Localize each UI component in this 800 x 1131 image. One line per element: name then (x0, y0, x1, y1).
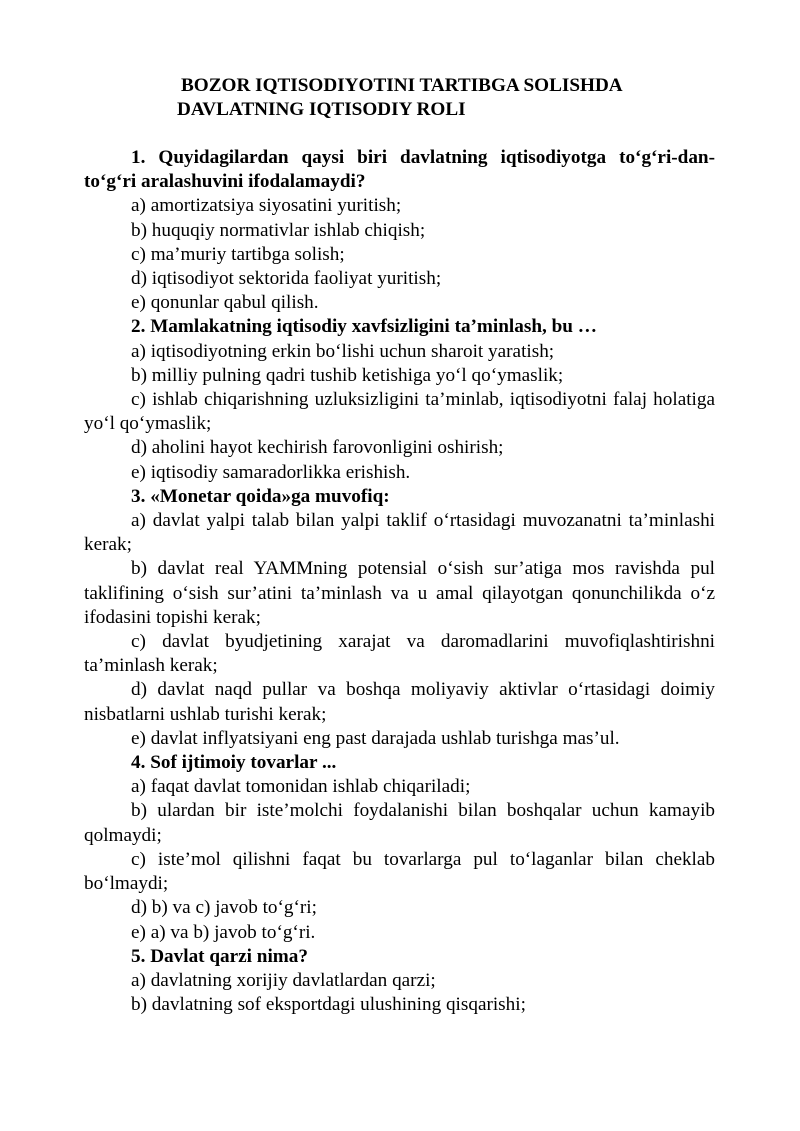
question-1-option-c: c) ma’muriy tartibga solish; (131, 243, 345, 265)
question-4-option-b: b) ulardan bir iste’molchi foydalanishi bilan boshqalar uchun kamayib qolmaydi; (84, 800, 715, 846)
question-4: 4. Sof ijtimoiy tovarlar ... (131, 752, 337, 774)
question-1-option-d: d) iqtisodiyot sektorida faoliyat yuritish; (131, 268, 442, 290)
question-2-option-b: b) milliy pulning qadri tushib ketishiga yo‘l qo‘ymaslik; (131, 364, 564, 386)
question-2: 2. Mamlakatning iqtisodiy xavfsizligini ta’minlash, bu … (131, 316, 597, 338)
question-5: 5. Davlat qarzi nima? (131, 945, 308, 967)
question-4-option-e: e) a) va b) javob to‘g‘ri. (131, 921, 316, 943)
question-3: 3. «Monetar qoida»ga muvofiq: (131, 485, 390, 507)
question-2-option-d: d) aholini hayot kechirish farovonligini oshirish; (131, 437, 504, 459)
question-5-option-a: a) davlatning xorijiy davlatlardan qarzi; (131, 969, 436, 991)
question-1-option-e: e) qonunlar qabul qilish. (131, 292, 319, 314)
question-2-option-a: a) iqtisodiyotning erkin bo‘lishi uchun sharoit yaratish; (131, 340, 555, 362)
question-1-option-b: b) huquqiy normativlar ishlab chiqish; (131, 219, 426, 241)
question-3-option-d: d) davlat naqd pullar va boshqa moliyaviy aktivlar o‘rtasidagi doimiy nisbatlarni ushlab turishi kerak; (84, 679, 715, 725)
question-3-option-a: a) davlat yalpi talab bilan yalpi taklif o‘rtasidagi muvozanatni ta’minlashi kerak; (84, 510, 715, 556)
question-3-option-c: c) davlat byudjetining xarajat va daromadlarini muvofiqlashtirishni ta’minlash kerak; (84, 631, 715, 677)
title-line-2: DAVLATNING IQTISODIY ROLI (177, 99, 466, 120)
question-4-option-a: a) faqat davlat tomonidan ishlab chiqariladi; (131, 776, 471, 798)
question-4-option-d: d) b) va c) javob to‘g‘ri; (131, 897, 317, 919)
question-1: 1. Quyidagilardan qaysi biri davlatning iqtisodiyotga to‘g‘ri-dan-to‘g‘ri aralashuvini ifodalamaydi? (84, 147, 715, 193)
question-4-option-c: c) iste’mol qilishni faqat bu tovarlarga pul to‘laganlar bilan cheklab bo‘lmaydi; (84, 848, 715, 895)
title-line-1: BOZOR IQTISODIYOTINI TARTIBGA SOLISHDA (181, 75, 623, 96)
question-3-option-b: b) davlat real YAMMning potensial o‘sish sur’atiga mos ravishda pul taklifining o‘sish sur’atini ta’minlash va u amal qilayotgan qonunchilikda o‘z ifodasini topishi kerak; (84, 558, 715, 628)
question-2-option-e: e) iqtisodiy samaradorlikka erishish. (131, 461, 411, 483)
question-5-option-b: b) davlatning sof eksportdagi ulushining qisqarishi; (131, 994, 526, 1016)
document-page (84, 74, 715, 1017)
document-title (84, 74, 715, 122)
question-1-option-a: a) amortizatsiya siyosatini yuritish; (131, 195, 402, 217)
question-2-option-c: c) ishlab chiqarishning uzluksizligini ta’minlab, iqtisodiyotni falaj holatiga yo‘l qo‘ymaslik; (84, 389, 715, 435)
question-3-option-e: e) davlat inflyatsiyani eng past darajada ushlab turishga mas’ul. (131, 727, 620, 749)
